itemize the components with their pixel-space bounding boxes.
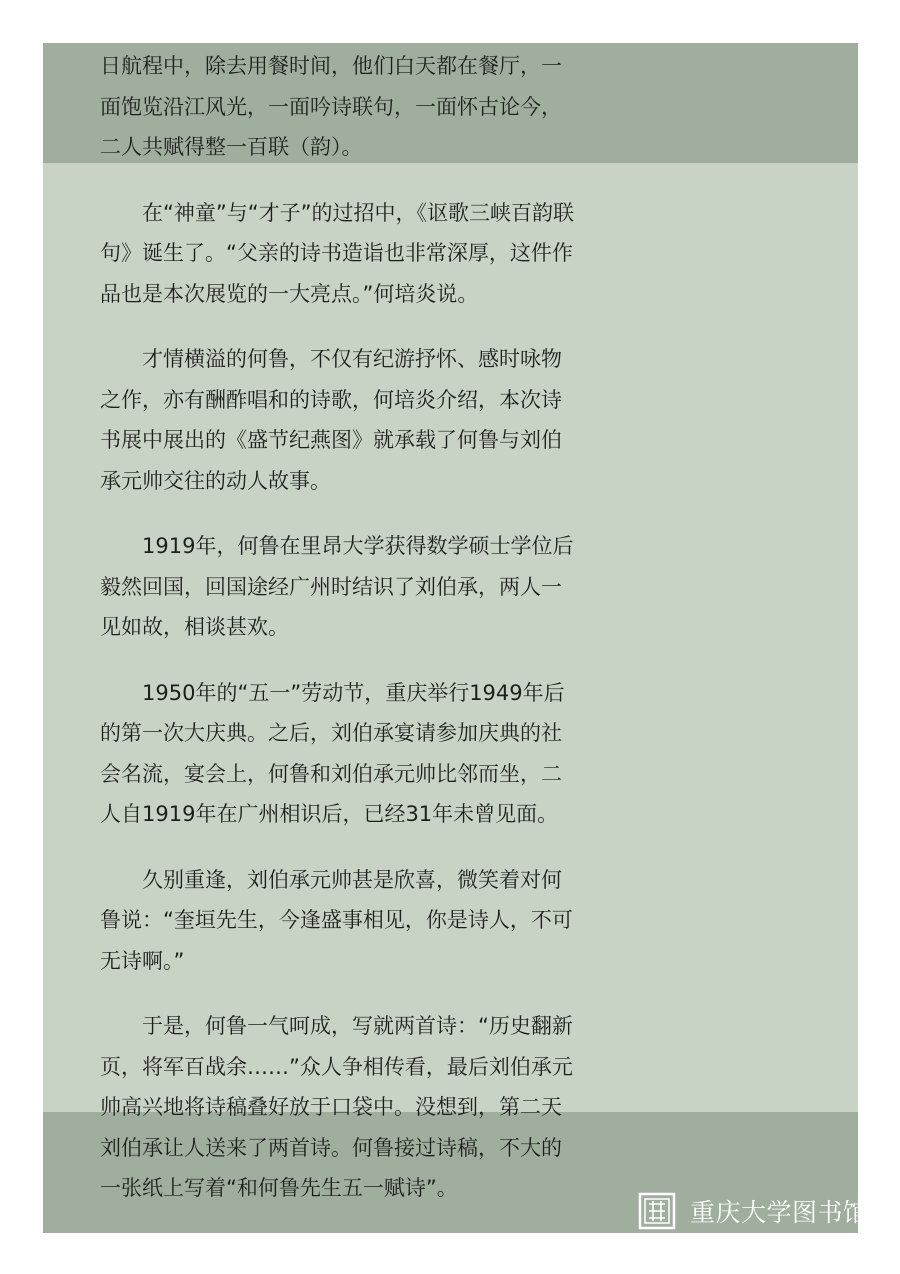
- paragraph-3: 才情横溢的何鲁，不仅有纪游抒怀、感时咏物之作，亦有酬酢唱和的诗歌，何培炎介绍，本次诗书展中展出的《盛节纪燕图》就承载了何鲁与刘伯承元帅交往的动人故事。: [100, 347, 562, 493]
- paragraph-4: 1919年，何鲁在里昂大学获得数学硕士学位后毅然回国，回国途经广州时结识了刘伯承，两人一见如故，相谈甚欢。: [100, 534, 574, 639]
- paragraph-1: 日航程中，除去用餐时间，他们白天都在餐厅，一面饱览沿江风光，一面吟诗联句，一面怀古论今，二人共赋得整一百联（韵）。: [100, 54, 562, 159]
- paragraph-2: 在“神童”与“才子”的过招中，《讴歌三峡百韵联句》诞生了。“父亲的诗书造诣也非常深厚，这件作品也是本次展览的一大亮点。”何培炎说。: [100, 200, 575, 306]
- library-logo: [638, 1192, 869, 1230]
- library-seal-icon: [638, 1192, 676, 1230]
- library-name: 重庆大学图书馆: [690, 1198, 869, 1227]
- article-body: [100, 46, 580, 1234]
- paragraph-6: 久别重逢，刘伯承元帅甚是欣喜，微笑着对何鲁说：“奎垣先生，今逢盛事相见，你是诗人，不可无诗啊。”: [100, 867, 573, 973]
- paragraph-5: 1950年的“五一”劳动节，重庆举行1949年后的第一次大庆典。之后，刘伯承宴请参加庆典的社会名流，宴会上，何鲁和刘伯承元帅比邻而坐，二人自1919年在广州相识后，已经31年未曾见面。: [100, 680, 565, 826]
- paragraph-7: 于是，何鲁一气呵成，写就两首诗：“历史翻新页，将军百战余……”众人争相传看，最后刘伯承元帅高兴地将诗稿叠好放于口袋中。没想到，第二天刘伯承让人送来了两首诗。何鲁接过诗稿，不大的一张纸上写着“和何鲁先生五一赋诗”。: [100, 1014, 573, 1200]
